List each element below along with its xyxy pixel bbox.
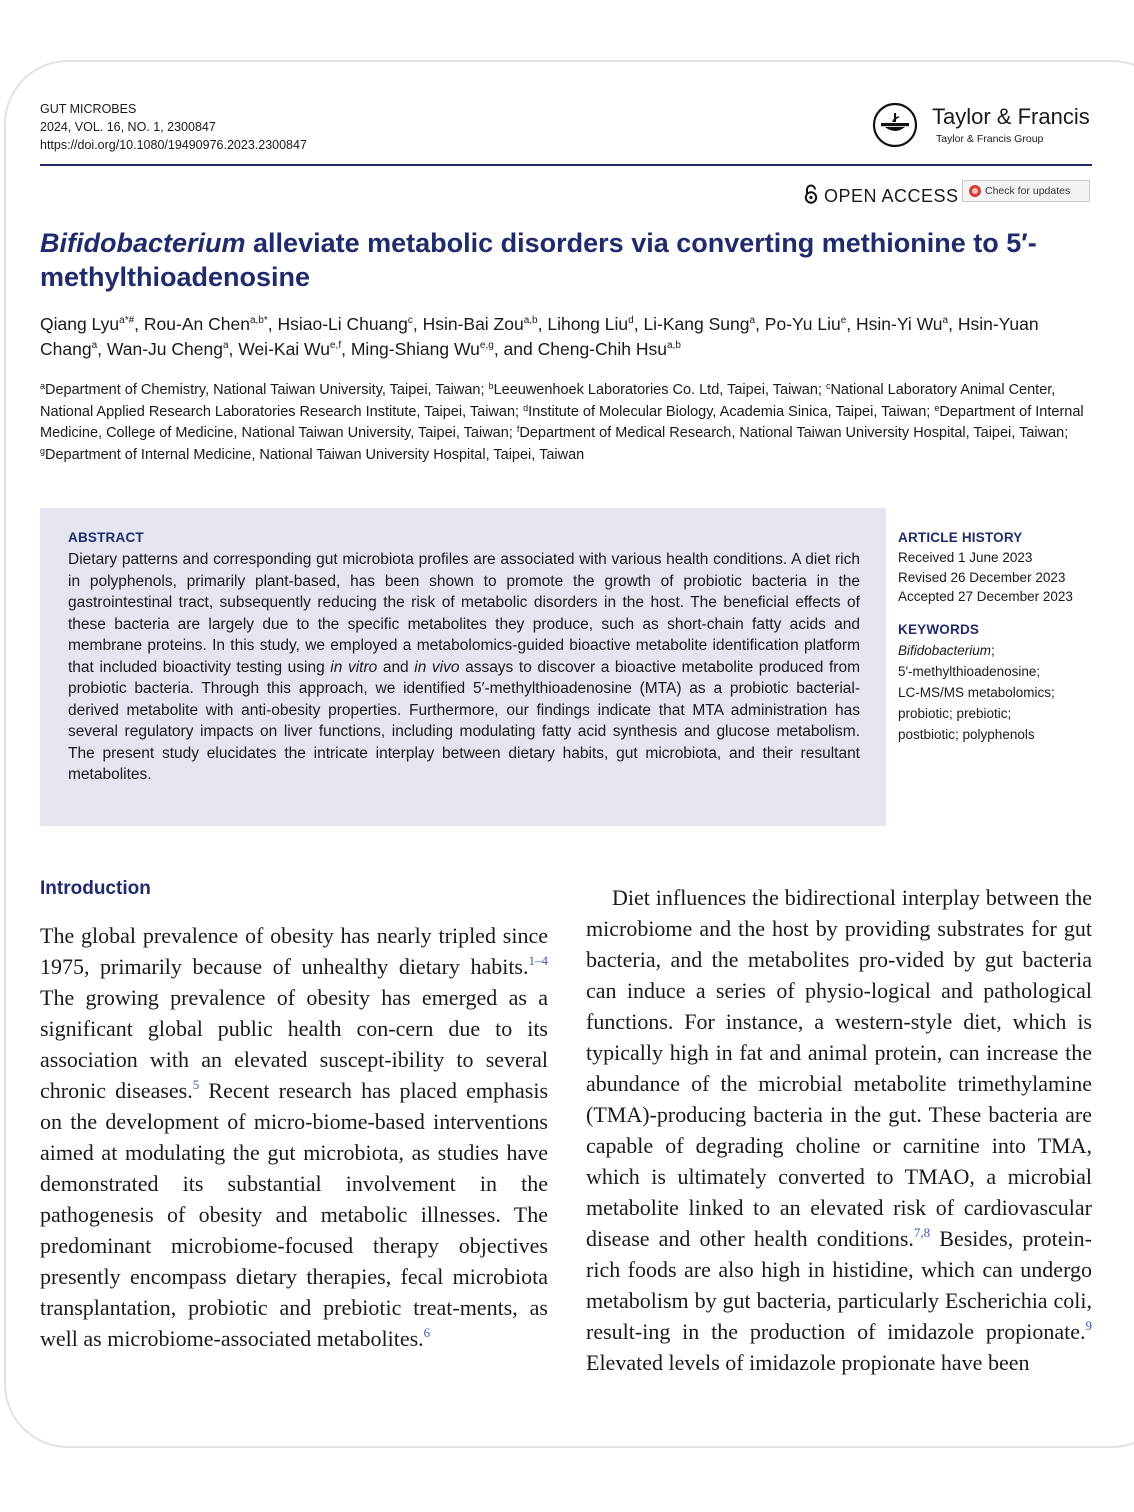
taylor-francis-logo-icon — [872, 102, 918, 148]
affiliation-sup: c — [825, 381, 831, 391]
affiliation-sup: g — [40, 445, 46, 456]
keyword-item: Bifidobacterium; — [898, 643, 995, 658]
affiliation-text: Department of Internal Medicine, College of Medicine, National Taiwan University, Taipei, Taiwan; — [40, 403, 1084, 441]
journal-name: GUT MICROBES — [40, 102, 137, 116]
citation-link[interactable]: 1–4 — [528, 953, 548, 968]
author-separator: , — [537, 314, 548, 334]
author-affiliation-sup: a,b — [666, 340, 681, 351]
keyword-item: 5′-methylthioadenosine; — [898, 664, 1041, 679]
author-separator: , — [846, 314, 856, 334]
author-name[interactable]: Hsin-Bai Zou — [422, 314, 524, 334]
intro-text: Besides, protein-rich foods are also high in histidine, which can undergo metabolism by gut bacteria, particularly Escherichia coli, result-ing in the production of imidazole propionate. — [586, 1226, 1092, 1344]
affiliation-text: National Laboratory Animal Center, National Applied Research Laboratories Research Institute, Taipei, Taiwan; — [40, 382, 1056, 420]
affiliation-sup: b — [488, 381, 494, 391]
intro-text: The growing prevalence of obesity has emerged as a significant global public health con-cern due to its association with an elevated suscept-ibility to several chronic diseases. — [40, 985, 548, 1103]
check-for-updates-button[interactable] — [962, 180, 1090, 202]
crossmark-icon — [969, 185, 981, 197]
affiliation-text: Department of Medical Research, National Taiwan University Hospital, Taipei, Taiwan; — [519, 425, 1069, 441]
author-name[interactable]: Cheng-Chih Hsu — [537, 339, 667, 359]
check-updates-label: Check for updates — [985, 185, 1071, 197]
citation-link[interactable]: 9 — [1085, 1318, 1092, 1333]
author-name[interactable]: Ming-Shiang Wu — [350, 339, 480, 359]
author-list — [40, 312, 1090, 362]
author-separator: , — [341, 339, 351, 359]
author-affiliation-sup: e,f — [330, 340, 342, 351]
open-access-badge — [804, 184, 959, 209]
author-affiliation-sup: a — [749, 315, 756, 326]
keyword-item: probiotic; prebiotic; — [898, 706, 1012, 721]
affiliation-sup: d — [523, 402, 529, 413]
intro-text: Elevated levels of imidazole propionate have been — [586, 1350, 1030, 1375]
abstract-text: Dietary patterns and corresponding gut microbiota profiles are associated with various health conditions. A diet rich in polyphenols, primarily plant-based, has been shown to promote the growth of probiotic bacteria in the gastrointestinal tract, subsequently reducing the risk of metabolic disorders in the host. The beneficial effects of these bacteria are largely due to the specific metabolites they produce, such as short-chain fatty acids and membrane proteins. In this study, we employed a metabolomics-guided bioactive metabolite identification platform that included bioactivity testing using in vitro and in vivo assays to discover a bioactive metabolite produced from probiotic bacteria. Through this approach, we identified 5′-methylthioadenosine (MTA) as a probiotic bacterial-derived metabolite with anti-obesity properties. Furthermore, our findings indicate that MTA administration has several regulatory impacts on liver functions, including modulating fatty acid synthesis and glucose metabolism. The present study elucidates the intricate interplay between dietary habits, gut microbiota, and their resultant metabolites. — [68, 551, 860, 783]
author-name[interactable]: Li-Kang Sung — [643, 314, 750, 334]
article-history-heading: ARTICLE HISTORY — [898, 530, 1023, 545]
author-affiliation-sup: d — [628, 315, 634, 326]
publisher-name: Taylor & Francis — [932, 104, 1090, 129]
author-name[interactable]: Rou-An Chen — [143, 314, 250, 334]
journal-volume: 2024, VOL. 16, NO. 1, 2300847 — [40, 120, 216, 134]
author-name[interactable]: Qiang Lyu — [40, 314, 120, 334]
revised-date: Revised 26 December 2023 — [898, 569, 1066, 585]
affiliations — [40, 380, 1100, 466]
author-name[interactable]: Wei-Kai Wu — [238, 339, 330, 359]
affiliation-text: Department of Internal Medicine, National Taiwan University Hospital, Taipei, Taiwan — [45, 446, 585, 463]
affiliation-text: Department of Chemistry, National Taiwan University, Taipei, Taiwan; — [45, 382, 489, 398]
doi-link[interactable]: https://doi.org/10.1080/19490976.2023.2300847 — [40, 138, 307, 152]
author-affiliation-sup: a,b* — [249, 315, 268, 326]
author-affiliation-sup: a*# — [119, 315, 135, 326]
keywords-heading: KEYWORDS — [898, 622, 980, 637]
author-affiliation-sup: e — [840, 315, 847, 326]
header-divider — [40, 164, 1092, 166]
abstract-heading: ABSTRACT — [68, 530, 144, 545]
keyword-item: postbiotic; polyphenols — [898, 727, 1035, 742]
author-separator: , — [228, 339, 239, 359]
keyword-item: LC-MS/MS metabolomics; — [898, 685, 1055, 700]
affiliation-sup: a — [40, 381, 46, 391]
author-affiliation-sup: a,b — [523, 315, 538, 326]
author-separator: , — [267, 314, 278, 334]
affiliation-sup: e — [934, 402, 940, 413]
author-separator: , — [97, 339, 107, 359]
received-date: Received 1 June 2023 — [898, 550, 1033, 565]
keywords-list — [898, 640, 1098, 745]
author-separator: , — [633, 314, 644, 334]
intro-right-column — [586, 882, 1092, 1378]
author-separator: , — [755, 314, 765, 334]
author-affiliation-sup: a — [942, 315, 949, 326]
author-separator: , — [412, 314, 423, 334]
author-name[interactable]: Lihong Liu — [547, 314, 629, 334]
author-separator: , — [134, 314, 144, 334]
accepted-date: Accepted 27 December 2023 — [898, 589, 1073, 604]
title-italic: Bifidobacterium — [40, 228, 246, 258]
affiliation-text: Leeuwenhoek Laboratories Co. Ltd, Taipei, Taiwan; — [493, 382, 826, 398]
citation-link[interactable]: 5 — [192, 1077, 200, 1092]
article-title — [40, 226, 1100, 294]
author-name[interactable]: Hsin-Yuan Chang — [40, 314, 1039, 359]
title-rest: alleviate metabolic disorders via converting methionine to 5′-methylthioadenosine — [40, 228, 1037, 292]
author-name[interactable]: Hsin-Yi Wu — [855, 314, 943, 334]
intro-text: Recent research has placed emphasis on the development of micro-biome-based interventions aimed at modulating the gut microbiota, as studies have demonstrated its substantial involvement in the pathogenesis of obesity and metabolic illnesses. The predominant microbiome-focused therapy objectives presently encompass dietary therapies, fecal microbiota transplantation, probiotic and prebiotic treat-ments, as well as microbiome-associated metabolites. — [40, 1078, 549, 1351]
citation-link[interactable]: 6 — [423, 1325, 431, 1340]
author-affiliation-sup: a — [91, 340, 98, 351]
intro-text: Diet influences the bidirectional interplay between the microbiome and the host by providing substrates for gut bacteria, and the metabolites pro-vided by gut bacteria can induce a series of physio-logical and pathological functions. For instance, a western-style diet, which is typically high in fat and animal protein, can increase the abundance of the microbial metabolite trimethylamine (TMA)-producing bacteria in the gut. These bacteria are capable of degrading choline or carnitine into TMA, which is ultimately converted to TMAO, a microbial metabolite linked to an elevated risk of cardiovascular disease and other health conditions. — [586, 885, 1092, 1251]
article-history — [898, 548, 1073, 607]
author-name[interactable]: Po-Yu Liu — [764, 314, 841, 334]
citation-link[interactable]: 7,8 — [913, 1225, 931, 1240]
affiliation-text: Institute of Molecular Biology, Academia Sinica, Taipei, Taiwan; — [528, 403, 935, 420]
introduction-heading: Introduction — [40, 878, 151, 899]
author-name[interactable]: Hsiao-Li Chuang — [277, 314, 408, 334]
intro-paragraph — [586, 882, 1092, 1378]
author-affiliation-sup: c — [407, 315, 413, 326]
author-name[interactable]: Wan-Ju Cheng — [106, 339, 223, 359]
affiliation-sup: f — [516, 424, 520, 434]
open-access-label: OPEN ACCESS — [824, 186, 959, 206]
publisher-group: Taylor & Francis Group — [936, 133, 1044, 145]
author-separator: , — [948, 314, 958, 334]
author-affiliation-sup: a — [222, 340, 229, 351]
intro-paragraph — [40, 920, 548, 1354]
intro-left-column — [40, 920, 548, 1354]
author-separator: , and — [493, 339, 538, 359]
intro-text: The global prevalence of obesity has nearly tripled since 1975, primarily because of unhealthy dietary habits. — [40, 923, 548, 979]
author-affiliation-sup: e,g — [479, 340, 494, 351]
open-lock-icon — [804, 184, 818, 209]
